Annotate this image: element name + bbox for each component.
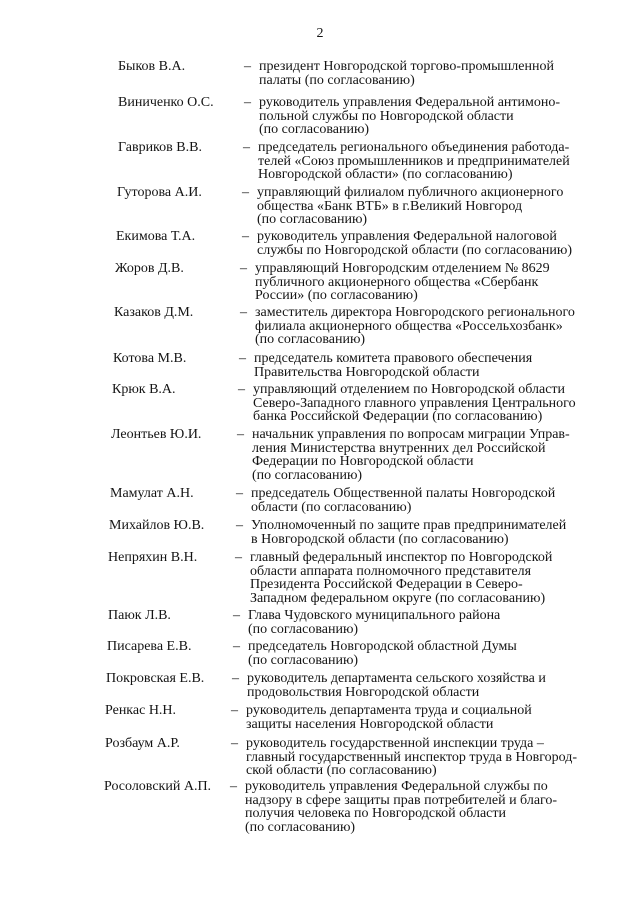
member-position [259,60,554,87]
dash-separator: – [235,550,242,565]
member-name: Гуторова А.И. [117,185,202,200]
position-line: руководитель департамента труда и социальной [246,703,532,718]
position-line: Западном федеральном округе (по согласованию) [250,590,546,606]
position-line: руководитель департамента сельского хозяйства и [247,671,546,686]
position-line: службы по Новгородской области (по согласованию) [257,242,573,258]
position-line: банка Российской Федерации (по согласованию) [253,409,543,424]
member-position [252,428,570,482]
member-name: Котова М.В. [113,351,187,366]
member-position [255,306,575,347]
position-line: в Новгородской области (по согласованию) [251,531,509,547]
member-position [246,737,577,778]
position-line: польной службы по Новгородской области [259,108,514,124]
position-line: председатель комитета правового обеспечения [254,351,533,366]
position-line: руководитель государственной инспекции труда – [246,736,544,751]
position-line: Уполномоченный по защите прав предпринимателей [251,518,567,533]
member-name: Виниченко О.С. [118,95,214,110]
dash-separator: – [243,140,250,155]
dash-separator: – [231,703,238,718]
position-line: Федерации по Новгородской области [252,454,474,469]
member-name: Покровская Е.В. [106,671,205,686]
dash-separator: – [230,779,237,794]
member-name: Мамулат А.Н. [110,486,194,501]
member-position [248,640,517,667]
position-line: области аппарата полномочного представителя [250,563,532,579]
position-line: получия человека по Новгородской области [245,806,506,821]
position-line: главный государственный инспектор труда в Новгород- [246,749,578,765]
member-position [245,780,557,834]
dash-separator: – [238,382,245,397]
position-line: заместитель директора Новгородского регионального [255,305,575,320]
dash-separator: – [233,608,240,623]
position-line: (по согласованию) [245,819,356,835]
dash-separator: – [231,736,238,751]
position-line: России» (по согласованию) [255,288,418,303]
position-line: (по согласованию) [255,332,366,347]
position-line: начальник управления по вопросам миграции Управ- [252,427,570,442]
position-line: (по согласованию) [248,652,359,668]
member-position [257,186,563,227]
position-line: управляющий филиалом публичного акционерного [257,185,564,200]
position-line: руководитель управления Федеральной службы по [245,779,548,794]
position-line: Новгородской области» (по согласованию) [258,167,513,182]
position-line: управляющий Новгородским отделением № 8629 [255,261,550,276]
position-line: руководитель управления Федеральной антимоно- [259,95,561,110]
position-line: общества «Банк ВТБ» в г.Великий Новгород [257,198,523,214]
position-line: ской области (по согласованию) [246,763,437,778]
position-line: надзору в сфере защиты прав потребителей и благо- [245,792,558,808]
position-line: области (по согласованию) [251,499,412,515]
member-position [250,551,552,605]
position-line: телей «Союз промышленников и предпринимателей [258,153,570,169]
position-line: продовольствия Новгородской области [247,684,480,700]
dash-separator: – [232,671,239,686]
position-line: главный федеральный инспектор по Новгородской [250,550,553,565]
position-line: председатель регионального объединения работода- [258,140,570,155]
dash-separator: – [237,427,244,442]
member-name: Казаков Д.М. [114,305,194,320]
member-name: Жоров Д.В. [115,261,184,276]
page-number: 2 [316,26,324,41]
position-line: управляющий отделением по Новгородской области [253,382,566,397]
member-name: Гавриков В.В. [118,140,202,155]
member-position [253,383,576,424]
position-line: палаты (по согласованию) [259,72,415,88]
position-line: председатель Новгородской областной Думы [248,639,517,654]
dash-separator: – [239,351,246,366]
member-position [259,96,560,137]
member-position [254,352,532,379]
member-name: Быков В.А. [118,59,186,74]
position-line: (по согласованию) [259,122,370,137]
dash-separator: – [242,229,249,244]
member-name: Ренкас Н.Н. [105,703,177,718]
member-position [248,609,500,636]
position-line: Глава Чудовского муниципального района [248,608,501,623]
dash-separator: – [244,59,251,74]
member-name: Михайлов Ю.В. [109,518,205,533]
member-position [246,704,532,731]
position-line: публичного акционерного общества «Сбербанк [255,274,539,290]
member-name: Паюк Л.В. [108,608,171,623]
dash-separator: – [240,305,247,320]
position-line: защиты населения Новгородской области [246,716,494,732]
position-line: президент Новгородской торгово-промышленной [259,59,554,74]
position-line: Президента Российской Федерации в Северо- [250,577,523,592]
member-name: Писарева Е.В. [107,639,192,654]
member-position [258,141,570,182]
member-position [251,519,566,546]
member-position [251,487,555,514]
member-name: Крюк В.А. [112,382,176,397]
member-position [257,230,572,257]
member-name: Непряхин В.Н. [108,550,198,565]
member-name: Росоловский А.П. [104,779,212,794]
position-line: руководитель управления Федеральной налоговой [257,229,557,244]
position-line: председатель Общественной палаты Новгородской [251,486,556,501]
position-line: Северо-Западного главного управления Центрального [253,395,576,411]
position-line: (по согласованию) [248,621,359,637]
member-name: Розбаум А.Р. [105,736,180,751]
member-position [247,672,546,699]
position-line: филиала акционерного общества «Россельхозбанк» [255,318,563,334]
dash-separator: – [233,639,240,654]
dash-separator: – [242,185,249,200]
member-position [255,262,550,303]
member-name: Леонтьев Ю.И. [111,427,202,442]
position-line: (по согласованию) [257,212,368,227]
position-line: ления Министерства внутренних дел Российской [252,440,546,456]
dash-separator: – [244,95,251,110]
dash-separator: – [240,261,247,276]
dash-separator: – [236,486,243,501]
dash-separator: – [236,518,243,533]
member-name: Екимова Т.А. [116,229,196,244]
position-line: Правительства Новгородской области [254,364,480,380]
position-line: (по согласованию) [252,467,363,483]
